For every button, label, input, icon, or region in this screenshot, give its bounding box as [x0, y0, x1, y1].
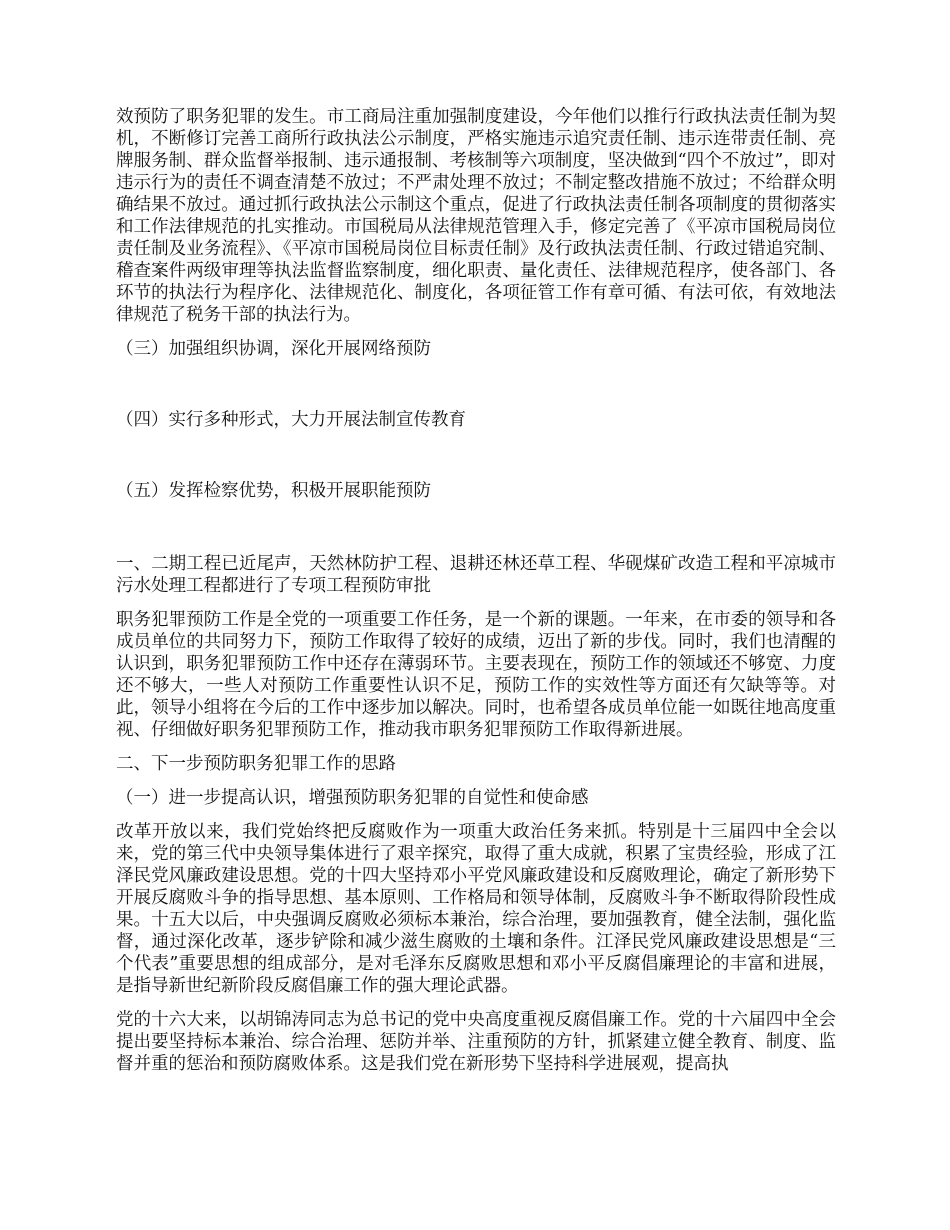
- heading-part-two: 二、下一步预防职务犯罪工作的思路: [116, 754, 396, 774]
- paragraph-project-review: 一、二期工程已近尾声，天然林防护工程、退耕还林还草工程、华砚煤矿改造工程和平凉城市污水处理工程都进行了专项工程预防审批: [116, 554, 836, 596]
- heading-section-3: （三）加强组织协调，深化开展网络预防: [116, 339, 431, 359]
- document-page: [116, 106, 836, 1087]
- heading-subsection-1: （一）进一步提高认识，增强预防职务犯罪的自觉性和使命感: [116, 788, 589, 808]
- paragraph-system-building: 效预防了职务犯罪的发生。市工商局注重加强制度建设，今年他们以推行行政执法责任制为契机，不断修订完善工商所行政执法公示制度，严格实施违示追究责任制、违示连带责任制、亮牌服务制、群众监督举报制、违示通报制、考核制等六项制度，坚决做到“四个不放过”，即对违示行为的责任不调查清楚不放过；不严肃处理不放过；不制定整改措施不放过；不给群众明确结果不放过。通过抓行政执法公示制这个重点，促进了行政执法责任制各项制度的贯彻落实和工作法律规范的扎实推动。市国税局从法律规范管理入手，修定完善了《平凉市国税局岗位责任制及业务流程》、《平凉市国税局岗位目标责任制》及行政执法责任制、行政过错追究制、稽查案件两级审理等执法监督监察制度，细化职责、量化责任、法律规范程序，使各部门、各环节的执法行为程序化、法律规范化、制度化，各项征管工作有章可循、有法可依，有效地法律规范了税务干部的执法行为。: [116, 107, 836, 325]
- paragraph-reform-history: 改革开放以来，我们党始终把反腐败作为一项重大政治任务来抓。特别是十三届四中全会以来，党的第三代中央领导集体进行了艰辛探究，取得了重大成就，积累了宝贵经验，形成了江泽民党风廉政建设思想。党的十四大坚持邓小平党风廉政建设和反腐败理论，确定了新形势下开展反腐败斗争的指导思想、基本原则、工作格局和领导体制，反腐败斗争不断取得阶段性成果。十五大以后，中央强调反腐败必须标本兼治，综合治理，要加强教育，健全法制，强化监督，通过深化改革，逐步铲除和减少滋生腐败的土壤和条件。江泽民党风廉政建设思想是“三个代表”重要思想的组成部分，是对毛泽东反腐败思想和邓小平反腐倡廉理论的丰富和进展，是指导新世纪新阶段反腐倡廉工作的强大理论武器。: [116, 822, 836, 996]
- paragraph-sixteenth-congress: 党的十六大来，以胡锦涛同志为总书记的党中央高度重视反腐倡廉工作。党的十六届四中全会提出要坚持标本兼治、综合治理、惩防并举、注重预防的方针，抓紧建立健全教育、制度、监督并重的惩治和预防腐败体系。这是我们党在新形势下坚持科学进展观，提高执: [116, 1010, 836, 1074]
- heading-section-4: （四）实行多种形式，大力开展法制宣传教育: [116, 410, 466, 430]
- paragraph-work-summary: 职务犯罪预防工作是全党的一项重要工作任务，是一个新的课题。一年来，在市委的领导和各成员单位的共同努力下，预防工作取得了较好的成绩，迈出了新的步伐。同时，我们也清醒的认识到，职务犯罪预防工作中还存在薄弱环节。主要表现在，预防工作的领域还不够宽、力度还不够大，一些人对预防工作重要性认识不足，预防工作的实效性等方面还有欠缺等等。对此，领导小组将在今后的工作中逐步加以解决。同时，也希望各成员单位能一如既往地高度重视、仔细做好职务犯罪预防工作，推动我市职务犯罪预防工作取得新进展。: [116, 610, 836, 740]
- heading-section-5: （五）发挥检察优势，积极开展职能预防: [116, 481, 431, 501]
